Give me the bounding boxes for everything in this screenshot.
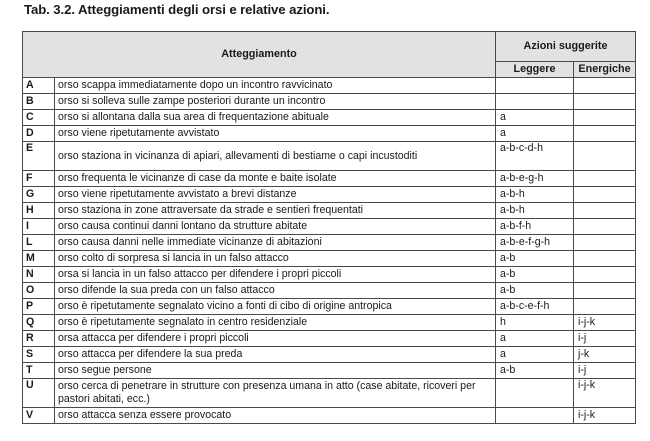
table-row xyxy=(23,283,636,299)
row-letter: U xyxy=(23,379,55,408)
row-attitude: orso staziona in vicinanza di apiari, allevamenti di bestiame o capi incustoditi xyxy=(55,142,496,171)
row-letter: Q xyxy=(23,315,55,331)
row-attitude: orso cerca di penetrare in strutture con presenza umana in atto (case abitate, ricoveri per pastori abitati, ecc.) xyxy=(55,379,496,408)
row-attitude: orsa attacca per difendere i propri piccoli xyxy=(55,331,496,347)
row-light-actions: a-b-e-f-g-h xyxy=(496,235,574,251)
table-row xyxy=(23,379,636,408)
row-energetic-actions xyxy=(574,299,636,315)
table-row xyxy=(23,251,636,267)
table-row xyxy=(23,203,636,219)
row-attitude: orso causa danni nelle immediate vicinanze di abitazioni xyxy=(55,235,496,251)
row-light-actions: a-b xyxy=(496,267,574,283)
row-attitude: orso segue persone xyxy=(55,363,496,379)
row-light-actions xyxy=(496,379,574,408)
row-energetic-actions xyxy=(574,110,636,126)
bear-attitudes-table xyxy=(22,31,636,424)
row-letter: F xyxy=(23,171,55,187)
row-letter: L xyxy=(23,235,55,251)
row-energetic-actions: i-j xyxy=(574,363,636,379)
row-energetic-actions xyxy=(574,251,636,267)
row-light-actions: a-b-h xyxy=(496,187,574,203)
row-attitude: orso difende la sua preda con un falso attacco xyxy=(55,283,496,299)
header-row-top xyxy=(23,32,636,62)
table-row xyxy=(23,363,636,379)
row-attitude: orso frequenta le vicinanze di case da monte e baite isolate xyxy=(55,171,496,187)
row-attitude: orso attacca senza essere provocato xyxy=(55,408,496,424)
row-attitude: orso viene ripetutamente avvistato xyxy=(55,126,496,142)
row-light-actions: a xyxy=(496,347,574,363)
table-row xyxy=(23,315,636,331)
header-light: Leggere xyxy=(496,62,574,78)
header-actions: Azioni suggerite xyxy=(496,32,636,62)
row-light-actions: a xyxy=(496,331,574,347)
row-attitude: orsa si lancia in un falso attacco per difendere i propri piccoli xyxy=(55,267,496,283)
row-attitude: orso è ripetutamente segnalato in centro residenziale xyxy=(55,315,496,331)
row-energetic-actions xyxy=(574,219,636,235)
row-letter: C xyxy=(23,110,55,126)
row-light-actions xyxy=(496,94,574,110)
row-letter: D xyxy=(23,126,55,142)
table-row xyxy=(23,187,636,203)
table-row xyxy=(23,347,636,363)
row-letter: E xyxy=(23,142,55,171)
row-energetic-actions: i-j-k xyxy=(574,408,636,424)
row-letter: V xyxy=(23,408,55,424)
row-attitude: orso staziona in zone attraversate da strade e sentieri frequentati xyxy=(55,203,496,219)
row-light-actions: a-b-c-e-f-h xyxy=(496,299,574,315)
row-energetic-actions xyxy=(574,94,636,110)
row-light-actions xyxy=(496,78,574,94)
table-title: Tab. 3.2. Atteggiamenti degli orsi e relative azioni. xyxy=(24,2,330,17)
row-energetic-actions xyxy=(574,187,636,203)
row-attitude: orso si solleva sulle zampe posteriori durante un incontro xyxy=(55,94,496,110)
row-attitude: orso si allontana dalla sua area di frequentazione abituale xyxy=(55,110,496,126)
table-row xyxy=(23,94,636,110)
row-energetic-actions xyxy=(574,267,636,283)
table-row xyxy=(23,331,636,347)
table-row xyxy=(23,110,636,126)
row-light-actions: a-b-e-g-h xyxy=(496,171,574,187)
row-letter: H xyxy=(23,203,55,219)
row-attitude: orso causa continui danni lontano da strutture abitate xyxy=(55,219,496,235)
row-light-actions: a-b-f-h xyxy=(496,219,574,235)
row-letter: I xyxy=(23,219,55,235)
row-attitude: orso è ripetutamente segnalato vicino a fonti di cibo di origine antropica xyxy=(55,299,496,315)
row-letter: B xyxy=(23,94,55,110)
row-light-actions xyxy=(496,408,574,424)
row-letter: P xyxy=(23,299,55,315)
row-letter: N xyxy=(23,267,55,283)
row-light-actions: a xyxy=(496,126,574,142)
table-row xyxy=(23,171,636,187)
row-energetic-actions xyxy=(574,283,636,299)
row-letter: R xyxy=(23,331,55,347)
row-light-actions: a-b-c-d-h xyxy=(496,142,574,171)
row-light-actions: a-b-h xyxy=(496,203,574,219)
row-energetic-actions xyxy=(574,171,636,187)
row-light-actions: a-b xyxy=(496,251,574,267)
row-energetic-actions xyxy=(574,203,636,219)
row-letter: T xyxy=(23,363,55,379)
row-energetic-actions: i-j xyxy=(574,331,636,347)
table-row xyxy=(23,78,636,94)
row-letter: G xyxy=(23,187,55,203)
row-energetic-actions xyxy=(574,142,636,171)
row-letter: M xyxy=(23,251,55,267)
table-row xyxy=(23,142,636,171)
row-light-actions: a-b xyxy=(496,283,574,299)
row-letter: O xyxy=(23,283,55,299)
row-attitude: orso attacca per difendere la sua preda xyxy=(55,347,496,363)
table-row xyxy=(23,235,636,251)
table-row xyxy=(23,219,636,235)
row-attitude: orso scappa immediatamente dopo un incontro ravvicinato xyxy=(55,78,496,94)
row-attitude: orso colto di sorpresa si lancia in un falso attacco xyxy=(55,251,496,267)
row-letter: A xyxy=(23,78,55,94)
row-energetic-actions: i-j-k xyxy=(574,315,636,331)
row-energetic-actions xyxy=(574,126,636,142)
row-letter: S xyxy=(23,347,55,363)
row-energetic-actions xyxy=(574,78,636,94)
row-energetic-actions: i-j-k xyxy=(574,379,636,408)
row-light-actions: a-b xyxy=(496,363,574,379)
header-energetic: Energiche xyxy=(574,62,636,78)
row-light-actions: a xyxy=(496,110,574,126)
row-attitude: orso viene ripetutamente avvistato a brevi distanze xyxy=(55,187,496,203)
header-attitude: Atteggiamento xyxy=(23,32,496,78)
row-energetic-actions: j-k xyxy=(574,347,636,363)
table-row xyxy=(23,267,636,283)
table-row xyxy=(23,126,636,142)
row-light-actions: h xyxy=(496,315,574,331)
row-energetic-actions xyxy=(574,235,636,251)
table-row xyxy=(23,408,636,424)
table-row xyxy=(23,299,636,315)
